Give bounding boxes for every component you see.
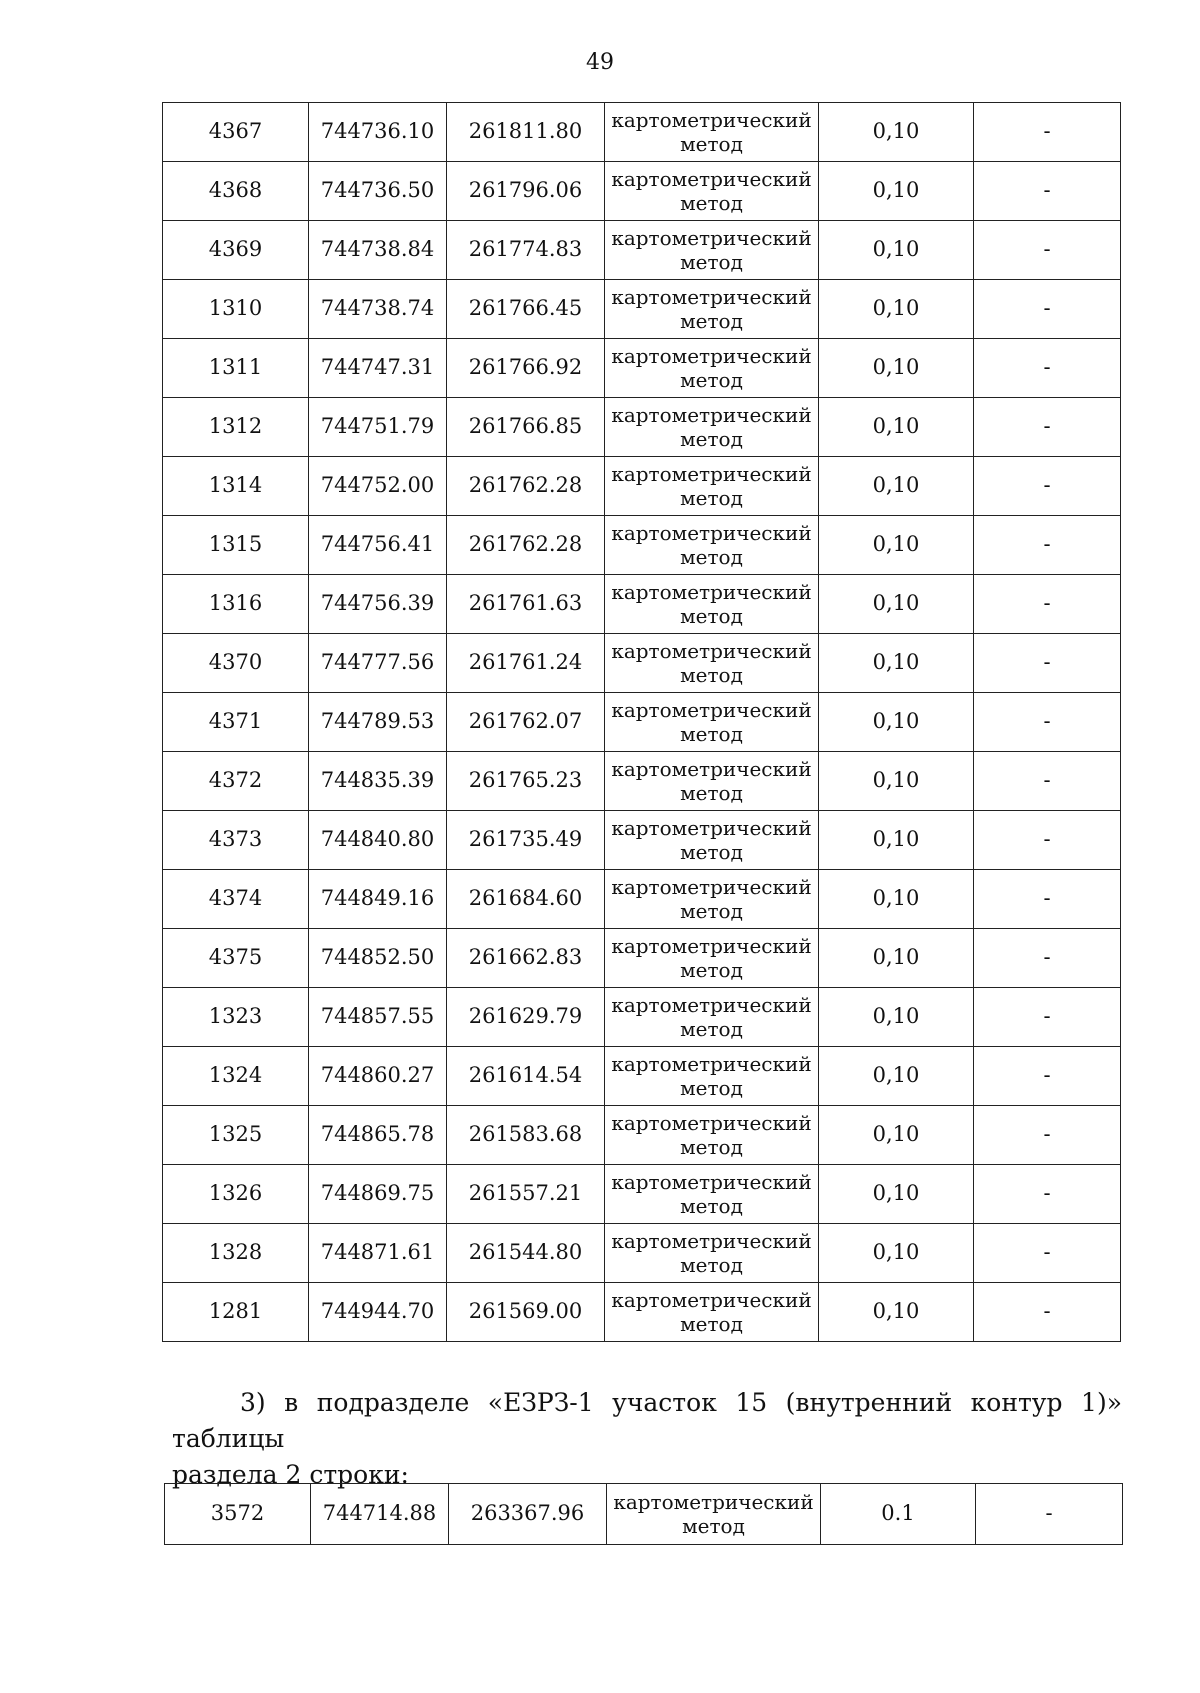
y-coordinate-cell: 261765.23 xyxy=(447,752,605,811)
method-cell xyxy=(605,103,819,162)
x-coordinate-cell: 744756.41 xyxy=(309,516,447,575)
x-coordinate-cell: 744857.55 xyxy=(309,988,447,1047)
note-cell: - xyxy=(974,870,1121,929)
table-row xyxy=(163,1047,1121,1106)
method-cell xyxy=(605,1283,819,1342)
method-text: картометрический xyxy=(611,108,812,132)
x-coordinate-cell: 744736.50 xyxy=(309,162,447,221)
replacement-rows-table xyxy=(164,1483,1123,1545)
amendment-paragraph xyxy=(172,1385,1122,1493)
method-text: метод xyxy=(680,899,743,923)
method-cell xyxy=(605,339,819,398)
x-coordinate-cell: 744869.75 xyxy=(309,1165,447,1224)
note-cell: - xyxy=(974,162,1121,221)
method-text: метод xyxy=(680,132,743,156)
table-row xyxy=(163,457,1121,516)
method-text: картометрический xyxy=(611,1288,812,1312)
method-cell xyxy=(605,221,819,280)
accuracy-cell: 0.1 xyxy=(821,1484,976,1545)
method-cell xyxy=(605,457,819,516)
point-number-cell: 1325 xyxy=(163,1106,309,1165)
point-number-cell: 4374 xyxy=(163,870,309,929)
point-number-cell: 1323 xyxy=(163,988,309,1047)
accuracy-cell: 0,10 xyxy=(819,103,974,162)
point-number-cell: 1311 xyxy=(163,339,309,398)
method-text: метод xyxy=(680,427,743,451)
x-coordinate-cell: 744852.50 xyxy=(309,929,447,988)
x-coordinate-cell: 744738.84 xyxy=(309,221,447,280)
table-row xyxy=(165,1484,1123,1545)
method-text: картометрический xyxy=(611,875,812,899)
method-cell xyxy=(605,1224,819,1283)
method-text: картометрический xyxy=(611,285,812,309)
method-text: картометрический xyxy=(611,757,812,781)
y-coordinate-cell: 261629.79 xyxy=(447,988,605,1047)
note-cell: - xyxy=(974,1283,1121,1342)
method-text: картометрический xyxy=(611,698,812,722)
table-row xyxy=(163,752,1121,811)
y-coordinate-cell: 261762.28 xyxy=(447,457,605,516)
y-coordinate-cell: 261569.00 xyxy=(447,1283,605,1342)
method-text: картометрический xyxy=(611,1170,812,1194)
note-cell: - xyxy=(974,988,1121,1047)
method-cell xyxy=(605,575,819,634)
method-cell xyxy=(605,516,819,575)
table-row xyxy=(163,162,1121,221)
y-coordinate-cell: 261684.60 xyxy=(447,870,605,929)
method-cell xyxy=(607,1484,821,1545)
accuracy-cell: 0,10 xyxy=(819,752,974,811)
method-text: метод xyxy=(680,1253,743,1277)
accuracy-cell: 0,10 xyxy=(819,398,974,457)
point-number-cell: 4372 xyxy=(163,752,309,811)
method-text: картометрический xyxy=(611,639,812,663)
paragraph-line-2: раздела 2 строки: xyxy=(172,1460,409,1489)
method-text: картометрический xyxy=(611,993,812,1017)
paragraph-line-1: 3) в подразделе «ЕЗРЗ-1 участок 15 (внутренний контур 1)» таблицы xyxy=(172,1388,1122,1453)
point-number-cell: 4369 xyxy=(163,221,309,280)
x-coordinate-cell: 744944.70 xyxy=(309,1283,447,1342)
method-text: метод xyxy=(680,368,743,392)
x-coordinate-cell: 744777.56 xyxy=(309,634,447,693)
note-cell: - xyxy=(974,634,1121,693)
point-number-cell: 3572 xyxy=(165,1484,311,1545)
y-coordinate-cell: 261544.80 xyxy=(447,1224,605,1283)
x-coordinate-cell: 744747.31 xyxy=(309,339,447,398)
method-text: картометрический xyxy=(611,344,812,368)
point-number-cell: 4367 xyxy=(163,103,309,162)
method-text: картометрический xyxy=(611,167,812,191)
point-number-cell: 1326 xyxy=(163,1165,309,1224)
coordinates-table xyxy=(162,102,1121,1342)
point-number-cell: 1324 xyxy=(163,1047,309,1106)
point-number-cell: 4371 xyxy=(163,693,309,752)
point-number-cell: 1328 xyxy=(163,1224,309,1283)
note-cell: - xyxy=(974,339,1121,398)
accuracy-cell: 0,10 xyxy=(819,457,974,516)
note-cell: - xyxy=(974,1106,1121,1165)
method-text: картометрический xyxy=(611,462,812,486)
method-text: картометрический xyxy=(611,1052,812,1076)
y-coordinate-cell: 261762.07 xyxy=(447,693,605,752)
accuracy-cell: 0,10 xyxy=(819,693,974,752)
note-cell: - xyxy=(974,398,1121,457)
method-cell xyxy=(605,988,819,1047)
method-text: метод xyxy=(680,1194,743,1218)
accuracy-cell: 0,10 xyxy=(819,280,974,339)
point-number-cell: 4373 xyxy=(163,811,309,870)
method-text: картометрический xyxy=(611,934,812,958)
table-row xyxy=(163,634,1121,693)
y-coordinate-cell: 261557.21 xyxy=(447,1165,605,1224)
table-row xyxy=(163,575,1121,634)
y-coordinate-cell: 261762.28 xyxy=(447,516,605,575)
method-cell xyxy=(605,1106,819,1165)
method-cell xyxy=(605,929,819,988)
note-cell: - xyxy=(974,575,1121,634)
y-coordinate-cell: 261766.92 xyxy=(447,339,605,398)
point-number-cell: 4368 xyxy=(163,162,309,221)
table-row xyxy=(163,988,1121,1047)
method-text: метод xyxy=(680,781,743,805)
note-cell: - xyxy=(974,811,1121,870)
method-text: метод xyxy=(680,1312,743,1336)
point-number-cell: 4375 xyxy=(163,929,309,988)
accuracy-cell: 0,10 xyxy=(819,1283,974,1342)
x-coordinate-cell: 744751.79 xyxy=(309,398,447,457)
x-coordinate-cell: 744865.78 xyxy=(309,1106,447,1165)
x-coordinate-cell: 744849.16 xyxy=(309,870,447,929)
accuracy-cell: 0,10 xyxy=(819,575,974,634)
accuracy-cell: 0,10 xyxy=(819,811,974,870)
y-coordinate-cell: 261662.83 xyxy=(447,929,605,988)
table-row xyxy=(163,516,1121,575)
method-cell xyxy=(605,634,819,693)
note-cell: - xyxy=(974,693,1121,752)
method-cell xyxy=(605,162,819,221)
table-row xyxy=(163,1106,1121,1165)
note-cell: - xyxy=(974,1047,1121,1106)
accuracy-cell: 0,10 xyxy=(819,1224,974,1283)
accuracy-cell: 0,10 xyxy=(819,634,974,693)
method-text: метод xyxy=(680,309,743,333)
method-cell xyxy=(605,752,819,811)
note-cell: - xyxy=(976,1484,1123,1545)
note-cell: - xyxy=(974,280,1121,339)
method-text: метод xyxy=(680,840,743,864)
note-cell: - xyxy=(974,221,1121,280)
x-coordinate-cell: 744860.27 xyxy=(309,1047,447,1106)
table-row xyxy=(163,1283,1121,1342)
method-text: метод xyxy=(680,663,743,687)
y-coordinate-cell: 261614.54 xyxy=(447,1047,605,1106)
accuracy-cell: 0,10 xyxy=(819,870,974,929)
table-row xyxy=(163,693,1121,752)
x-coordinate-cell: 744736.10 xyxy=(309,103,447,162)
accuracy-cell: 0,10 xyxy=(819,929,974,988)
accuracy-cell: 0,10 xyxy=(819,221,974,280)
y-coordinate-cell: 261811.80 xyxy=(447,103,605,162)
method-text: картометрический xyxy=(611,1111,812,1135)
table-row xyxy=(163,811,1121,870)
y-coordinate-cell: 261766.85 xyxy=(447,398,605,457)
x-coordinate-cell: 744756.39 xyxy=(309,575,447,634)
point-number-cell: 1310 xyxy=(163,280,309,339)
accuracy-cell: 0,10 xyxy=(819,988,974,1047)
page-number: 49 xyxy=(586,50,614,75)
table-row xyxy=(163,1165,1121,1224)
accuracy-cell: 0,10 xyxy=(819,1165,974,1224)
method-text: картометрический xyxy=(613,1490,814,1514)
table-row xyxy=(163,280,1121,339)
note-cell: - xyxy=(974,103,1121,162)
x-coordinate-cell: 744835.39 xyxy=(309,752,447,811)
accuracy-cell: 0,10 xyxy=(819,339,974,398)
note-cell: - xyxy=(974,929,1121,988)
y-coordinate-cell: 261735.49 xyxy=(447,811,605,870)
method-text: метод xyxy=(680,958,743,982)
method-text: картометрический xyxy=(611,403,812,427)
accuracy-cell: 0,10 xyxy=(819,1106,974,1165)
note-cell: - xyxy=(974,752,1121,811)
table-row xyxy=(163,339,1121,398)
method-cell xyxy=(605,398,819,457)
table-row xyxy=(163,103,1121,162)
x-coordinate-cell: 744789.53 xyxy=(309,693,447,752)
method-text: метод xyxy=(680,1076,743,1100)
y-coordinate-cell: 261774.83 xyxy=(447,221,605,280)
accuracy-cell: 0,10 xyxy=(819,516,974,575)
point-number-cell: 1312 xyxy=(163,398,309,457)
point-number-cell: 1315 xyxy=(163,516,309,575)
method-text: картометрический xyxy=(611,226,812,250)
accuracy-cell: 0,10 xyxy=(819,162,974,221)
y-coordinate-cell: 261761.24 xyxy=(447,634,605,693)
table-row xyxy=(163,221,1121,280)
y-coordinate-cell: 261583.68 xyxy=(447,1106,605,1165)
note-cell: - xyxy=(974,1224,1121,1283)
point-number-cell: 1314 xyxy=(163,457,309,516)
method-text: картометрический xyxy=(611,816,812,840)
method-text: метод xyxy=(680,250,743,274)
method-cell xyxy=(605,870,819,929)
method-text: метод xyxy=(680,545,743,569)
method-cell xyxy=(605,280,819,339)
note-cell: - xyxy=(974,457,1121,516)
method-text: картометрический xyxy=(611,521,812,545)
table-row xyxy=(163,1224,1121,1283)
method-cell xyxy=(605,693,819,752)
point-number-cell: 1316 xyxy=(163,575,309,634)
method-text: метод xyxy=(680,722,743,746)
y-coordinate-cell: 261766.45 xyxy=(447,280,605,339)
note-cell: - xyxy=(974,1165,1121,1224)
method-text: метод xyxy=(682,1514,745,1538)
method-text: картометрический xyxy=(611,580,812,604)
x-coordinate-cell: 744840.80 xyxy=(309,811,447,870)
point-number-cell: 1281 xyxy=(163,1283,309,1342)
method-cell xyxy=(605,1165,819,1224)
point-number-cell: 4370 xyxy=(163,634,309,693)
note-cell: - xyxy=(974,516,1121,575)
table-row xyxy=(163,398,1121,457)
y-coordinate-cell: 261796.06 xyxy=(447,162,605,221)
method-text: метод xyxy=(680,1017,743,1041)
y-coordinate-cell: 263367.96 xyxy=(449,1484,607,1545)
x-coordinate-cell: 744738.74 xyxy=(309,280,447,339)
table-row xyxy=(163,929,1121,988)
x-coordinate-cell: 744871.61 xyxy=(309,1224,447,1283)
method-cell xyxy=(605,1047,819,1106)
y-coordinate-cell: 261761.63 xyxy=(447,575,605,634)
x-coordinate-cell: 744752.00 xyxy=(309,457,447,516)
method-text: метод xyxy=(680,486,743,510)
method-text: картометрический xyxy=(611,1229,812,1253)
method-text: метод xyxy=(680,604,743,628)
method-text: метод xyxy=(680,1135,743,1159)
method-text: метод xyxy=(680,191,743,215)
method-cell xyxy=(605,811,819,870)
x-coordinate-cell: 744714.88 xyxy=(311,1484,449,1545)
accuracy-cell: 0,10 xyxy=(819,1047,974,1106)
table-row xyxy=(163,870,1121,929)
